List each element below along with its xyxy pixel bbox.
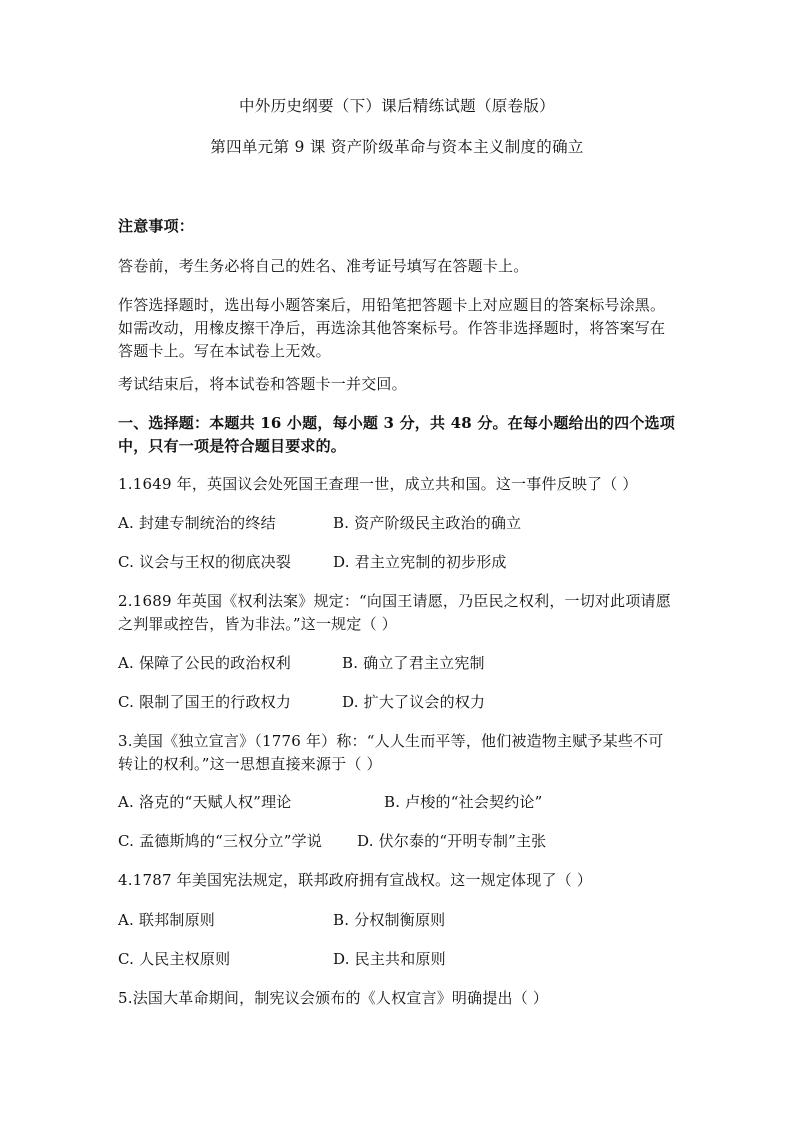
option-a: A. 联邦制原则 — [118, 911, 215, 929]
question-stem: 4.1787 年美国宪法规定，联邦政府拥有宣战权。这一规定体现了（ ） — [118, 871, 593, 889]
option-b: B. 资产阶级民主政治的确立 — [333, 514, 522, 532]
notice-item: 答卷前，考生务必将自己的姓名、准考证号填写在答题卡上。 — [118, 257, 529, 275]
option-b: B. 卢梭的“社会契约论” — [384, 793, 543, 811]
option-a: A. 洛克的“天赋人权”理论 — [118, 793, 292, 811]
option-a: A. 保障了公民的政治权利 — [118, 654, 291, 672]
option-b: B. 分权制衡原则 — [333, 911, 446, 929]
option-d: D. 扩大了议会的权力 — [342, 693, 486, 711]
option-c: C. 限制了国王的行政权力 — [118, 693, 292, 711]
question-stem: 2.1689 年英国《权利法案》规定：“向国王请愿，乃臣民之权利，一切对此项请愿之判罪或控告，皆为非法。”这一规定（ ） — [118, 592, 671, 633]
option-c: C. 孟德斯鸠的“三权分立”学说 — [118, 832, 323, 850]
option-c: C. 人民主权原则 — [118, 950, 231, 968]
option-c: C. 议会与王权的彻底决裂 — [118, 553, 292, 571]
notice-heading: 注意事项： — [118, 217, 195, 235]
section-heading: 一、选择题：本题共 16 小题，每小题 3 分，共 48 分。在每小题给出的四个选项中，只有一项是符合题目要求的。 — [118, 414, 675, 455]
question-stem: 1.1649 年，英国议会处死国王查理一世，成立共和国。这一事件反映了（ ） — [118, 475, 638, 493]
question-stem: 3.美国《独立宣言》（1776 年）称：“人人生而平等，他们被造物主赋予某些不可转让的权利。”这一思想直接来源于（ ） — [118, 732, 664, 773]
document-title: 中外历史纲要（下）课后精练试题（原卷版） — [238, 97, 555, 115]
option-d: D. 伏尔泰的“开明专制”主张 — [357, 832, 547, 850]
option-b: B. 确立了君主立宪制 — [342, 654, 485, 672]
lesson-subtitle: 第四单元第 9 课 资产阶级革命与资本主义制度的确立 — [210, 138, 584, 156]
option-a: A. 封建专制统治的终结 — [118, 514, 276, 532]
notice-item: 作答选择题时，选出每小题答案后，用铅笔把答题卡上对应题目的答案标号涂黑。如需改动，用橡皮擦干净后，再选涂其他答案标号。作答非选择题时，将答案写在答题卡上。写在本试卷上无效。 — [118, 296, 666, 360]
option-d: D. 民主共和原则 — [333, 950, 446, 968]
notice-item: 考试结束后，将本试卷和答题卡一并交回。 — [118, 375, 407, 393]
question-stem: 5.法国大革命期间，制宪议会颁布的《人权宣言》明确提出（ ） — [118, 989, 549, 1007]
option-d: D. 君主立宪制的初步形成 — [333, 553, 507, 571]
